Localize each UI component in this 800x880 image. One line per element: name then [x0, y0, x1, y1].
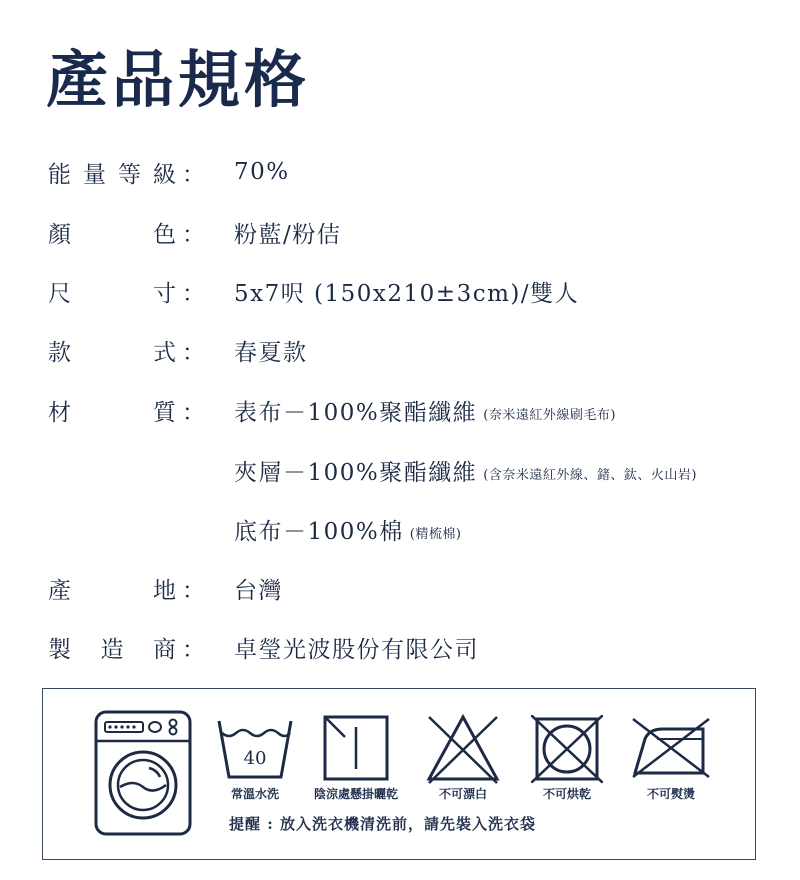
spec-value: 卓瑩光波股份有限公司 [234, 636, 479, 663]
spec-label: 能 量 等 級 [48, 161, 176, 188]
spec-colon: ： [182, 161, 205, 188]
spec-note: (奈米遠紅外線刷毛布) [483, 408, 616, 423]
spec-row-manufacturer [48, 627, 788, 667]
spec-row-material [48, 390, 788, 430]
spec-label: 款 式 [48, 339, 176, 366]
caption-no-bleach: 不可漂白 [438, 787, 488, 801]
caption-line-dry: 陰涼處懸掛曬乾 [313, 787, 399, 801]
spec-label: 材 質 [48, 399, 176, 426]
care-instructions-box [42, 688, 756, 860]
spec-row-origin [48, 568, 788, 608]
spec-label: 產 地 [48, 577, 176, 604]
spec-label: 製 造 商 [48, 636, 176, 663]
spec-row-energy [48, 152, 788, 192]
spec-colon: ： [182, 636, 205, 663]
no-bleach-icon [425, 713, 501, 785]
caption-no-tumble-dry: 不可烘乾 [542, 787, 592, 801]
spec-colon: ： [182, 339, 205, 366]
spec-colon: ： [182, 577, 205, 604]
washing-machine-icon [93, 709, 193, 837]
spec-row-size [48, 271, 788, 311]
line-dry-shade-icon [323, 715, 389, 781]
spec-value: 春夏款 [234, 339, 308, 366]
spec-value: 粉藍/粉佶 [234, 221, 342, 248]
wash-40-icon [217, 719, 293, 779]
spec-value: 底布－100%棉 (精梳棉) [234, 518, 462, 545]
caption-wash: 常溫水洗 [230, 787, 280, 801]
caption-no-iron: 不可熨燙 [646, 787, 696, 801]
no-tumble-dry-icon [531, 715, 603, 783]
wash-temp-label: 40 [243, 748, 267, 769]
spec-row-style [48, 330, 788, 370]
spec-value: 5x7呎 (150x210±3cm)/雙人 [234, 280, 580, 307]
spec-colon: ： [182, 221, 205, 248]
spec-note: (精梳棉) [409, 527, 462, 542]
spec-value: 70% [234, 159, 290, 185]
spec-colon: ： [182, 399, 205, 426]
spec-value: 表布－100%聚酯纖維 (奈米遠紅外線刷毛布) [234, 399, 616, 426]
spec-value: 台灣 [234, 577, 283, 604]
spec-row-color [48, 212, 788, 252]
spec-colon: ： [182, 280, 205, 307]
spec-label: 顏 色 [48, 221, 176, 248]
spec-note: (含奈米遠紅外線、鍺、鈦、火山岩) [483, 468, 697, 483]
spec-label: 尺 寸 [48, 280, 176, 307]
page-title: 產品規格 [46, 43, 311, 116]
spec-value: 夾層－100%聚酯纖維 (含奈米遠紅外線、鍺、鈦、火山岩) [234, 459, 697, 486]
no-iron-icon [631, 717, 711, 779]
spec-row-material-middle [48, 450, 788, 490]
care-tip: 提醒 : 放入洗衣機清洗前，請先裝入洗衣袋 [229, 815, 536, 833]
spec-row-material-bottom [48, 509, 788, 549]
